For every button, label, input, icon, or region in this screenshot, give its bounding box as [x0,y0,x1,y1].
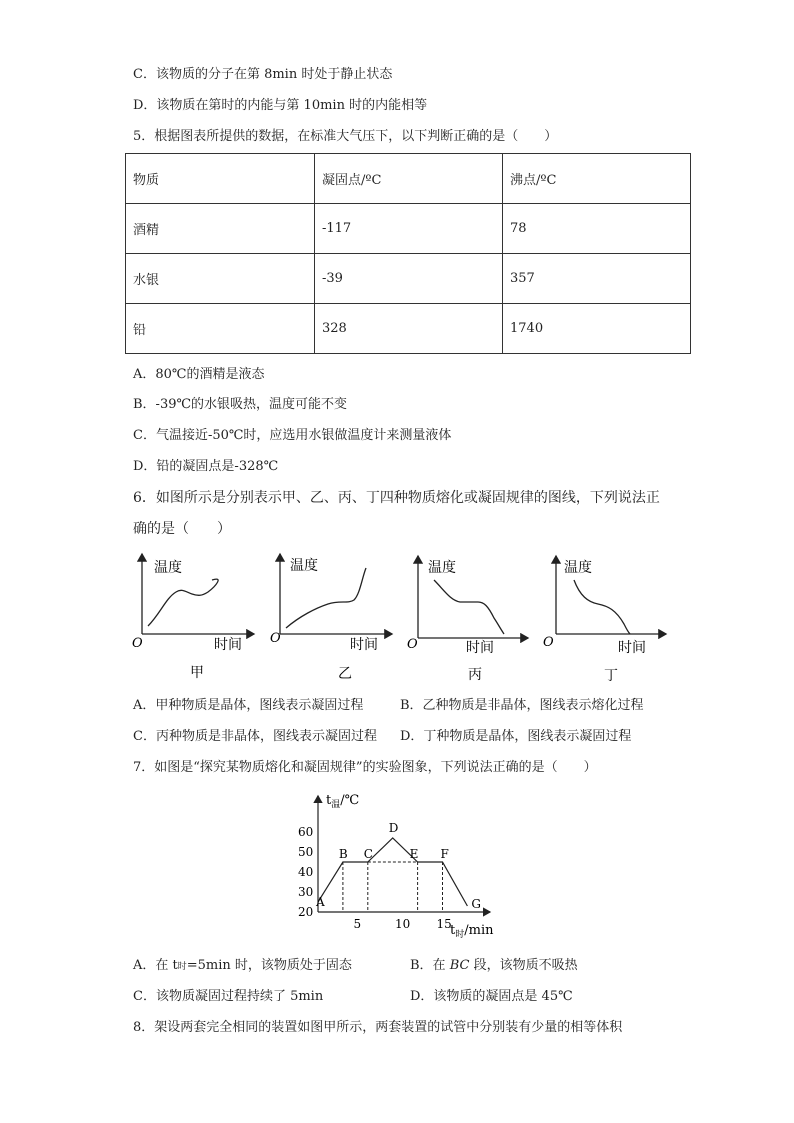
q5-option-c: C．气温接近-50℃时，应选用水银做温度计来测量液体 [133,428,452,443]
graph-bing [407,556,528,683]
y-axis-title-sub: 温 [331,800,341,810]
table-row [126,204,691,254]
y-tick-label: 50 [298,845,314,859]
table-header-cell: 凝固点/ºC [315,154,503,204]
x-axis-title-main: t [450,923,456,938]
point-label: B [338,847,348,861]
point-label: G [471,897,481,911]
origin-label: O [407,637,418,652]
q7-option-b-post: 段，该物质不吸热 [469,958,578,973]
q6-graphs [128,548,668,683]
table-row [126,254,691,304]
x-axis-title-unit: /min [464,923,494,938]
q6-option-b: B．乙种物质是非晶体，图线表示熔化过程 [400,698,644,713]
q6-stem-line2: 确的是（ ） [133,521,231,537]
q5-option-a: A．80℃的酒精是液态 [133,367,265,382]
q7-option-a-post: =5min 时，该物质处于固态 [186,958,352,973]
x-label: 时间 [350,637,378,653]
point-label: F [440,847,449,861]
q6-option-c: C．丙种物质是非晶体，图线表示凝固过程 [133,729,377,744]
q8-stem: 8．架设两套完全相同的装置如图甲所示，两套装置的试管中分别装有少量的相等体积 [133,1020,623,1035]
graph-name: 甲 [190,665,204,681]
x-tick-label: 5 [353,917,362,931]
x-axis-title-sub: 时 [455,930,465,940]
y-axis-title [326,793,359,810]
q5-option-d: D．铅的凝固点是-328℃ [133,459,279,474]
q7-option-a-sub: 时 [177,962,187,972]
y-label: 温度 [564,560,592,576]
table-row [126,304,691,354]
q5-data-table [125,153,691,354]
y-axis-title-main: t [326,793,332,808]
graph-yi [270,554,392,682]
table-header-cell: 沸点/ºC [503,154,691,204]
q6-stem-line1: 6．如图所示是分别表示甲、乙、丙、丁四种物质熔化或凝固规律的图线，下列说法正 [133,490,660,506]
q6-option-d: D．丁种物质是晶体，图线表示凝固过程 [400,729,632,744]
q7-option-a-pre: A．在 t [133,958,178,973]
curve-ding [574,580,630,634]
q4-option-c: C．该物质的分子在第 8min 时处于静止状态 [133,67,393,82]
q7-chart [290,790,510,940]
q7-option-b-pre: B．在 [410,958,450,973]
table-cell: -39 [315,254,503,304]
y-axis-title-unit: /℃ [340,793,360,808]
y-tick-label: 40 [298,865,314,879]
curve-yi [286,568,366,628]
curve-bing [434,580,504,634]
y-label: 温度 [154,560,182,576]
point-label: E [409,847,419,861]
q5-option-b: B．-39℃的水银吸热，温度可能不变 [133,397,348,412]
y-tick-label: 60 [298,825,314,839]
table-cell: -117 [315,204,503,254]
y-tick-label: 30 [298,885,314,899]
q7-option-b [410,957,578,975]
q7-option-d: D．该物质的凝固点是 45℃ [410,989,573,1004]
q7-option-b-italic: BC [449,958,470,973]
table-header-cell: 物质 [126,154,315,204]
q4-option-d: D．该物质在第时的内能与第 10min 时的内能相等 [133,98,428,113]
curve-jia [148,579,218,626]
origin-label: O [270,631,281,646]
point-label: C [363,847,373,861]
graph-name: 丙 [468,667,482,683]
x-label: 时间 [214,637,242,653]
table-cell: 328 [315,304,503,354]
q5-stem: 5．根据图表所提供的数据，在标准大气压下，以下判断正确的是（ ） [133,129,558,144]
x-tick-label: 10 [395,917,411,931]
x-label: 时间 [618,640,646,656]
table-cell: 78 [503,204,691,254]
x-tick-label: 15 [436,917,452,931]
point-label: A [316,895,325,909]
y-label: 温度 [290,558,318,574]
x-axis-title [450,923,494,940]
graph-jia [132,554,254,681]
q7-option-a [133,957,352,976]
table-cell: 1740 [503,304,691,354]
table-cell: 酒精 [126,204,315,254]
q7-stem: 7．如图是“探究某物质熔化和凝固规律”的实验图象，下列说法正确的是（ ） [133,760,597,775]
y-tick-label: 20 [298,905,314,919]
y-label: 温度 [428,560,456,576]
table-header-row [126,154,691,204]
q7-option-c: C．该物质凝固过程持续了 5min [133,989,324,1004]
table-cell: 水银 [126,254,315,304]
x-label: 时间 [466,640,494,656]
q6-option-a: A．甲种物质是晶体，图线表示凝固过程 [133,698,364,713]
table-cell: 357 [503,254,691,304]
graph-ding [543,556,666,683]
origin-label: O [543,635,554,650]
origin-label: O [132,636,143,651]
graph-name: 乙 [338,666,352,682]
point-label: D [388,821,399,835]
graph-name: 丁 [604,668,618,683]
table-cell: 铅 [126,304,315,354]
